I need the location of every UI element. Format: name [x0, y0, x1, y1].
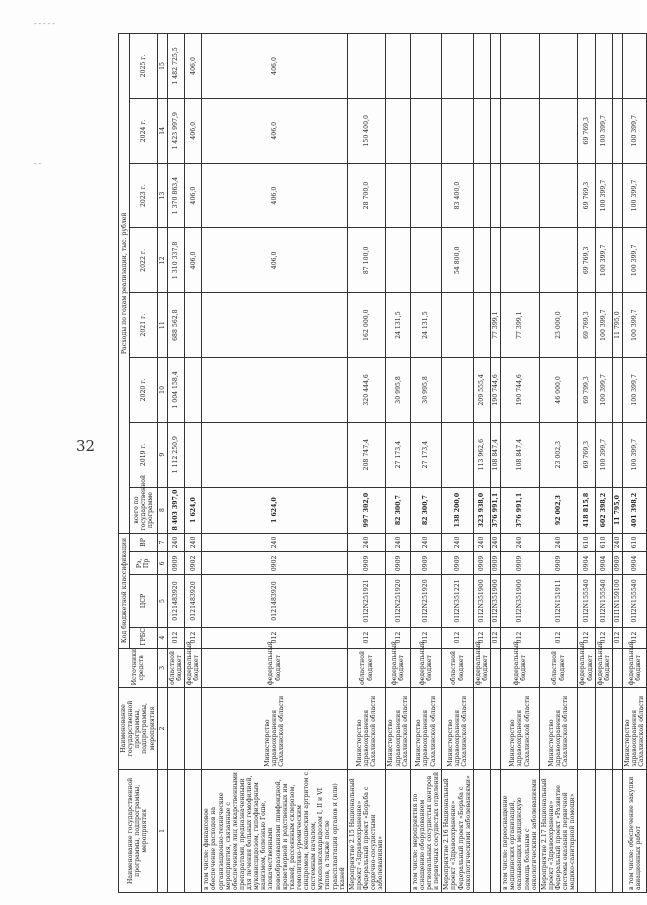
cell-year-value: 190 744,6	[501, 358, 540, 423]
cell-year-value: 100 399,7	[595, 163, 612, 228]
cell-total: 92 002,3	[539, 487, 578, 533]
column-number: 11	[157, 293, 167, 358]
cell-year-value	[473, 228, 490, 293]
margin-mark: - -	[34, 160, 41, 168]
cell-year-value: 406,0	[185, 163, 202, 228]
cell-grbs: 012	[185, 627, 202, 648]
cell-year-value	[410, 98, 442, 163]
cell-total: 82 300,7	[410, 487, 442, 533]
column-number: 9	[157, 422, 167, 487]
cell-year-value	[410, 228, 442, 293]
margin-mark: - - - - -	[34, 20, 55, 28]
cell-year-value	[386, 98, 410, 163]
table-row	[539, 34, 578, 893]
cell-total: 138 200,0	[442, 487, 474, 533]
cell-year-value	[491, 98, 501, 163]
cell-vr: 240	[612, 533, 622, 552]
cell-exec	[473, 688, 490, 770]
cell-year-value	[442, 98, 474, 163]
cell-source: федеральный бюджет	[202, 648, 348, 688]
cell-rz: 0909	[473, 552, 490, 575]
column-number: 10	[157, 358, 167, 423]
cell-year-value	[442, 34, 474, 99]
cell-csr: 0121483920	[167, 575, 184, 627]
cell-total: 1 624,0	[202, 487, 348, 533]
cell-rz: 0909	[539, 552, 578, 575]
cell-year-value: 162 000,0	[347, 293, 386, 358]
cell-exec	[595, 688, 612, 770]
table-row	[347, 34, 386, 893]
cell-year-value	[612, 228, 622, 293]
table-row	[442, 34, 474, 893]
cell-year-value	[612, 422, 622, 487]
cell-year-value	[185, 358, 202, 423]
cell-year-value: 87 100,0	[347, 228, 386, 293]
cell-year-value	[539, 98, 578, 163]
cell-year-value	[202, 422, 348, 487]
cell-grbs: 012	[612, 627, 622, 648]
cell-name	[595, 769, 612, 892]
column-number: 8	[157, 487, 167, 533]
cell-name	[612, 769, 622, 892]
cell-year-value: 100 399,7	[595, 228, 612, 293]
cell-year-value: 1 423 997,9	[167, 98, 184, 163]
cell-csr: 01I2N351900	[501, 575, 540, 627]
cell-year-value: 100 399,7	[595, 358, 612, 423]
column-number: 5	[157, 575, 167, 627]
cell-year-value: 83 400,0	[442, 163, 474, 228]
cell-year-value: 100 399,7	[595, 422, 612, 487]
table-row	[185, 34, 202, 893]
cell-year-value: 69 769,3	[578, 163, 595, 228]
cell-year-value	[491, 228, 501, 293]
col-source-header: Источники средств	[119, 648, 158, 688]
cell-year-value: 406,0	[202, 228, 348, 293]
cell-name	[473, 769, 490, 892]
cell-rz: 0904	[623, 552, 647, 575]
cell-vr: 240	[202, 533, 348, 552]
year-header: 2023 г.	[130, 163, 157, 228]
cell-year-value: 1 310 337,8	[167, 228, 184, 293]
cell-vr: 240	[167, 533, 184, 552]
cell-grbs: 012	[386, 627, 410, 648]
cell-year-value: 69 799,3	[578, 358, 595, 423]
cell-exec: Министерство здравоохранения Сахалинской области	[347, 688, 386, 770]
cell-vr: 240	[501, 533, 540, 552]
cell-year-value: 688 562,8	[167, 293, 184, 358]
cell-rz: 0904	[578, 552, 595, 575]
cell-year-value: 1 370 863,4	[167, 163, 184, 228]
column-number: 12	[157, 228, 167, 293]
cell-year-value	[442, 293, 474, 358]
cell-year-value: 23 002,3	[539, 422, 578, 487]
cell-year-value	[386, 228, 410, 293]
cell-year-value: 1 112 250,9	[167, 422, 184, 487]
column-number: 6	[157, 552, 167, 575]
cell-year-value	[473, 34, 490, 99]
cell-csr: 01I2N351900	[491, 575, 501, 627]
cell-grbs: 012	[595, 627, 612, 648]
cell-csr: 01I2N155540	[595, 575, 612, 627]
cell-csr: 01I2N251920	[410, 575, 442, 627]
cell-total: 997 302,0	[347, 487, 386, 533]
cell-source: областной бюджет	[347, 648, 386, 688]
year-header: 2022 г.	[130, 228, 157, 293]
cell-year-value: 209 555,4	[473, 358, 490, 423]
cell-year-value	[442, 422, 474, 487]
cell-source: областной бюджет	[167, 648, 184, 688]
cell-year-value: 27 173,4	[386, 422, 410, 487]
cell-grbs: 012	[539, 627, 578, 648]
cell-source: федеральный бюджет	[501, 648, 540, 688]
cell-year-value: 69 769,3	[578, 293, 595, 358]
cell-exec: Министерство здравоохранения Сахалинской области	[442, 688, 474, 770]
cell-csr: 01I2N351221	[442, 575, 474, 627]
cell-year-value: 320 444,6	[347, 358, 386, 423]
year-header: 2025 г.	[130, 34, 157, 99]
cell-year-value: 24 131,5	[386, 293, 410, 358]
cell-year-value	[539, 228, 578, 293]
cell-grbs: 012	[491, 627, 501, 648]
table-row	[612, 34, 622, 893]
cell-year-value	[612, 358, 622, 423]
cell-year-value	[578, 34, 595, 99]
cell-grbs: 012	[501, 627, 540, 648]
cell-grbs: 012	[578, 627, 595, 648]
cell-total: 1 624,0	[185, 487, 202, 533]
cell-year-value	[442, 358, 474, 423]
cell-vr: 610	[623, 533, 647, 552]
cell-name: в том числе: переоснащение медицинских организаций, оказывающих медицинскую помощь больным с онкологическими заболеваниями	[501, 769, 540, 892]
cell-source: федеральный бюджет	[473, 648, 490, 688]
cell-year-value: 406,0	[185, 98, 202, 163]
cell-name: в том числе: обеспечение закупки авиационных работ	[623, 769, 647, 892]
cell-year-value: 100 399,7	[595, 293, 612, 358]
cell-rz: 0909	[442, 552, 474, 575]
table-row	[578, 34, 595, 893]
cell-vr: 240	[539, 533, 578, 552]
cell-total: 323 938,0	[473, 487, 490, 533]
cell-year-value	[539, 34, 578, 99]
cell-name	[491, 769, 501, 892]
cell-year-value	[202, 358, 348, 423]
vr-header: ВР	[130, 533, 157, 552]
cell-year-value	[595, 34, 612, 99]
cell-csr: 01I2N155540	[623, 575, 647, 627]
cell-year-value	[185, 422, 202, 487]
cell-year-value: 1 482 725,5	[167, 34, 184, 99]
cell-year-value: 77 399,1	[491, 293, 501, 358]
cell-year-value: 69 769,3	[578, 98, 595, 163]
cell-total: 376 991,1	[501, 487, 540, 533]
csr-header: ЦСР	[130, 575, 157, 627]
cell-year-value: 69 769,3	[578, 228, 595, 293]
column-number: 1	[157, 769, 167, 892]
cell-year-value: 406,0	[185, 34, 202, 99]
cell-name: Мероприятие 2.17 Национальный проект «Здравоохранение» Федеральный проект «Развитие системы оказания первичной медико-санитарной помощи»	[539, 769, 578, 892]
cell-name	[386, 769, 410, 892]
cell-grbs: 012	[410, 627, 442, 648]
cell-name	[185, 769, 202, 892]
cell-year-value: 150 400,0	[347, 98, 386, 163]
table-row	[202, 34, 348, 893]
column-number: 14	[157, 98, 167, 163]
cell-year-value	[491, 163, 501, 228]
cell-total: 602 398,2	[595, 487, 612, 533]
cell-year-value: 100 399,7	[623, 293, 647, 358]
cell-name	[578, 769, 595, 892]
column-number: 7	[157, 533, 167, 552]
cell-rz: 0909	[410, 552, 442, 575]
cell-year-value: 30 995,8	[410, 358, 442, 423]
column-number-row	[157, 34, 167, 893]
cell-year-value: 77 399,1	[501, 293, 540, 358]
cell-year-value	[386, 163, 410, 228]
col-exec-header: Наименование государственной программы, подпрограммы, мероприятия	[119, 688, 158, 770]
cell-name: Мероприятие 2.15 Национальный проект «Здравоохранение» Федеральный проект «Борьба с сердечно-сосудистыми заболеваниями»	[347, 769, 386, 892]
cell-grbs: 012	[623, 627, 647, 648]
column-number: 3	[157, 648, 167, 688]
cell-year-value: 208 747,4	[347, 422, 386, 487]
cell-year-value: 406,0	[202, 163, 348, 228]
cell-year-value	[473, 293, 490, 358]
cell-year-value	[501, 228, 540, 293]
cell-year-value: 54 800,0	[442, 228, 474, 293]
cell-year-value: 100 399,7	[623, 163, 647, 228]
cell-total: 8 403 397,0	[167, 487, 184, 533]
cell-year-value: 30 995,8	[386, 358, 410, 423]
cell-exec: Министерство здравоохранения Сахалинской области	[202, 688, 348, 770]
cell-year-value: 100 399,7	[595, 98, 612, 163]
cell-source: федеральный бюджет	[185, 648, 202, 688]
cell-year-value: 23 000,0	[539, 293, 578, 358]
cell-csr: 01I2N251921	[347, 575, 386, 627]
cell-year-value	[612, 163, 622, 228]
cell-vr: 610	[578, 533, 595, 552]
cell-year-value	[410, 163, 442, 228]
cell-vr: 240	[185, 533, 202, 552]
cell-year-value	[491, 34, 501, 99]
cell-grbs: 012	[202, 627, 348, 648]
rotated-table-container	[118, 33, 646, 893]
cell-grbs: 012	[167, 627, 184, 648]
table-row	[623, 34, 647, 893]
cell-year-value	[386, 34, 410, 99]
cell-source: федеральный бюджет	[578, 648, 595, 688]
cell-vr: 240	[347, 533, 386, 552]
cell-year-value: 108 847,4	[501, 422, 540, 487]
cell-vr: 610	[595, 533, 612, 552]
cell-total: 401 398,2	[623, 487, 647, 533]
table-row	[167, 34, 184, 893]
table-body	[167, 34, 647, 893]
year-header: 2019 г.	[130, 422, 157, 487]
cell-year-value	[539, 163, 578, 228]
cell-source: федеральный бюджет	[386, 648, 410, 688]
col-expenses-header: Расходы по годам реализации, тыс. рублей	[119, 34, 130, 534]
cell-rz: 0904	[595, 552, 612, 575]
cell-exec	[491, 688, 501, 770]
cell-year-value: 406,0	[202, 34, 348, 99]
cell-rz: 0909	[491, 552, 501, 575]
col-kbk-header: Код бюджетной классификации	[119, 533, 130, 648]
cell-year-value: 28 700,0	[347, 163, 386, 228]
cell-csr: 0121483920	[185, 575, 202, 627]
cell-year-value: 190 744,6	[491, 358, 501, 423]
total-header: всего по государственной программе	[130, 487, 157, 533]
cell-source: федеральный бюджет	[595, 648, 612, 688]
cell-year-value	[473, 163, 490, 228]
cell-csr: 01I2N351900	[473, 575, 490, 627]
grbs-header: ГРБС	[130, 627, 157, 648]
cell-year-value: 100 399,7	[623, 358, 647, 423]
cell-year-value: 46 000,0	[539, 358, 578, 423]
cell-year-value: 100 399,7	[623, 228, 647, 293]
cell-grbs: 012	[442, 627, 474, 648]
year-header: 2024 г.	[130, 98, 157, 163]
cell-name: в том числе: мероприятия по оснащению оборудованием региональных сосудистых центров и первичных сосудистых отделений	[410, 769, 442, 892]
table-row	[410, 34, 442, 893]
column-number: 2	[157, 688, 167, 770]
cell-rz: 0909	[501, 552, 540, 575]
cell-year-value: 100 399,7	[623, 98, 647, 163]
table-row	[501, 34, 540, 893]
table-row	[473, 34, 490, 893]
cell-vr: 240	[386, 533, 410, 552]
cell-rz: 0909	[386, 552, 410, 575]
cell-year-value	[501, 163, 540, 228]
cell-vr: 240	[491, 533, 501, 552]
cell-year-value: 1 004 158,4	[167, 358, 184, 423]
col-name-header: Наименование государственной программы, подпрограммы, мероприятия	[119, 769, 158, 892]
cell-year-value	[410, 34, 442, 99]
column-number: 15	[157, 34, 167, 99]
cell-csr: 01I2N251920	[386, 575, 410, 627]
column-number: 4	[157, 627, 167, 648]
cell-year-value	[347, 34, 386, 99]
cell-rz: 0909	[167, 552, 184, 575]
page-number: 32	[76, 437, 96, 455]
program-expenses-table	[118, 33, 647, 893]
cell-exec	[578, 688, 595, 770]
cell-rz: 0902	[202, 552, 348, 575]
cell-year-value: 24 131,5	[410, 293, 442, 358]
cell-rz: 0902	[185, 552, 202, 575]
rzpr-header: Рз, Пр	[130, 552, 157, 575]
cell-grbs: 012	[473, 627, 490, 648]
cell-total: 82 300,7	[386, 487, 410, 533]
cell-year-value	[202, 293, 348, 358]
cell-exec	[167, 688, 184, 770]
table-row	[491, 34, 501, 893]
cell-vr: 240	[473, 533, 490, 552]
cell-name: в том числе: финансовое обеспечение расходов на организационно-технические мероприятия, связанные с обеспечением лиц лекарственными препаратами, предназначенными для лечения больных гемофилией, муковисцидозом, гипофизарным нанизмом, болезнью Гоше, злокачественными новообразованиями лимфоидной, кроветворной и родственных им тканей, рассеянным склерозом, гемолитико-уремическим синдромом, юношеским артритом с системным началом, мукополисахаридозом I, II и VI типов, а также после трансплантации органов и (или) тканей	[202, 769, 348, 892]
cell-year-value	[612, 98, 622, 163]
cell-csr: 0121483920	[202, 575, 348, 627]
cell-year-value	[473, 98, 490, 163]
cell-name	[167, 769, 184, 892]
cell-year-value	[612, 34, 622, 99]
year-header: 2020 г.	[130, 358, 157, 423]
cell-source	[491, 648, 501, 688]
cell-name: Мероприятие 2.16 Национальный проект «Здравоохранение» Федеральный проект «Борьба с онкологическими заболеваниями»	[442, 769, 474, 892]
cell-total: 418 815,8	[578, 487, 595, 533]
cell-csr: 01I2N151911	[539, 575, 578, 627]
column-number: 13	[157, 163, 167, 228]
cell-exec: Министерство здравоохранения Сахалинской области	[386, 688, 410, 770]
cell-exec: Министерство здравоохранения Сахалинской области	[539, 688, 578, 770]
cell-year-value: 113 962,6	[473, 422, 490, 487]
cell-source: федеральный бюджет	[410, 648, 442, 688]
cell-year-value: 108 847,4	[491, 422, 501, 487]
cell-year-value: 27 173,4	[410, 422, 442, 487]
cell-grbs: 012	[347, 627, 386, 648]
cell-exec	[612, 688, 622, 770]
cell-year-value: 406,0	[202, 98, 348, 163]
cell-year-value: 406,0	[185, 228, 202, 293]
cell-exec: Министерство здравоохранения Сахалинской области	[623, 688, 647, 770]
cell-total: 11 795,0	[612, 487, 622, 533]
cell-source: областной бюджет	[442, 648, 474, 688]
cell-total: 376 991,1	[491, 487, 501, 533]
cell-vr: 240	[410, 533, 442, 552]
table-row	[595, 34, 612, 893]
cell-source	[612, 648, 622, 688]
cell-csr: 01I2N155540	[578, 575, 595, 627]
cell-year-value: 100 399,7	[623, 422, 647, 487]
cell-vr: 240	[442, 533, 474, 552]
cell-year-value	[623, 34, 647, 99]
table-row	[386, 34, 410, 893]
cell-exec: Министерство здравоохранения Сахалинской области	[410, 688, 442, 770]
cell-exec	[185, 688, 202, 770]
cell-csr: 01I1N159100	[612, 575, 622, 627]
cell-source: областной бюджет	[539, 648, 578, 688]
cell-year-value: 11 795,0	[612, 293, 622, 358]
cell-rz: 0909	[347, 552, 386, 575]
cell-source: федеральный бюджет	[623, 648, 647, 688]
cell-year-value	[501, 34, 540, 99]
cell-year-value	[185, 293, 202, 358]
cell-exec: Министерство здравоохранения Сахалинской области	[501, 688, 540, 770]
cell-rz: 0909	[612, 552, 622, 575]
cell-year-value	[501, 98, 540, 163]
cell-year-value: 69 769,3	[578, 422, 595, 487]
year-header: 2021 г.	[130, 293, 157, 358]
